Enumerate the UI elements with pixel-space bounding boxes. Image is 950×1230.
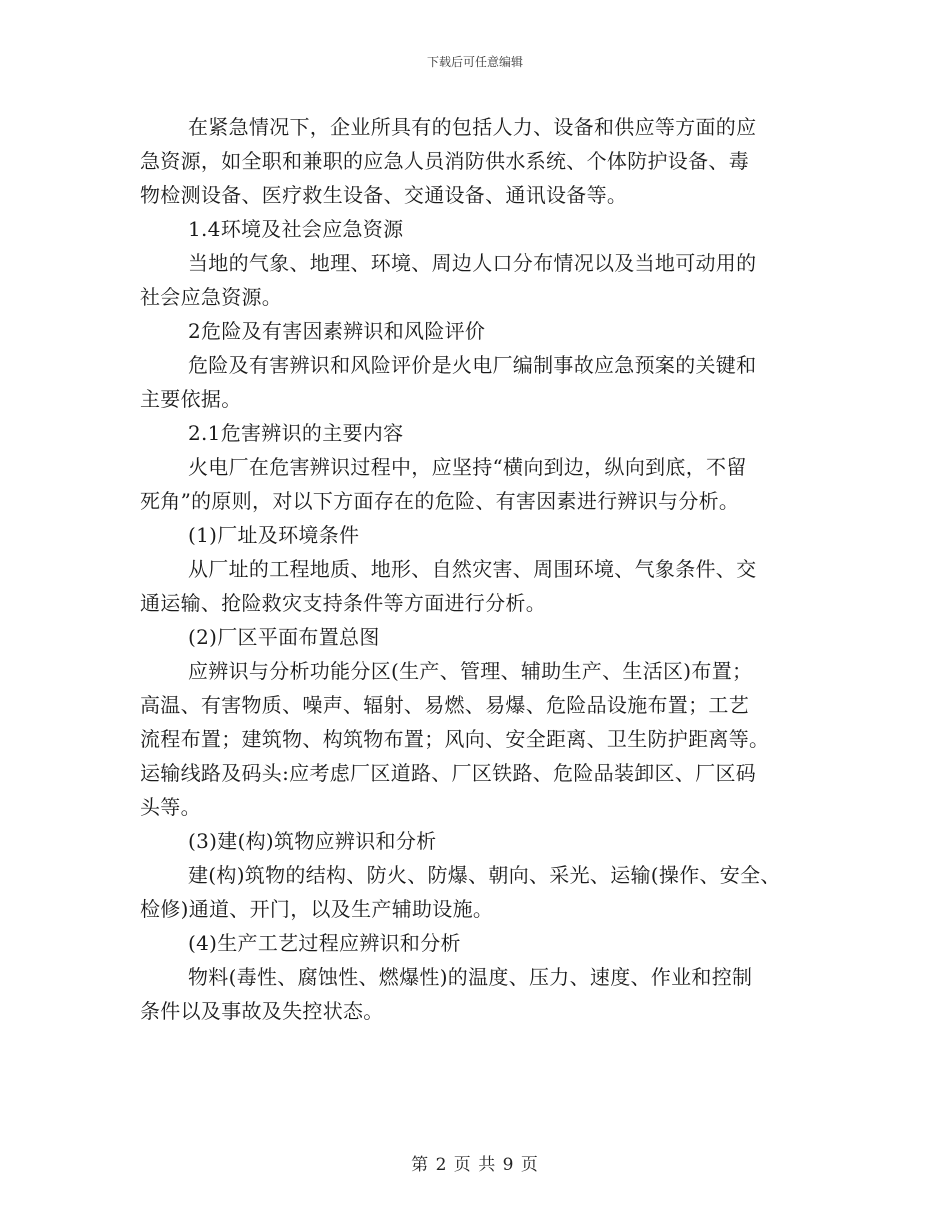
text-line: 死角”的原则，对以下方面存在的危险、有害因素进行辨识与分析。 (140, 489, 740, 513)
text-line: 2危险及有害因素辨识和风险评价 (188, 319, 486, 343)
text-line: 运输线路及码头:应考虑厂区道路、厂区铁路、危险品装卸区、厂区码 (140, 761, 757, 785)
document-body (140, 110, 830, 1028)
text-line: 从厂址的工程地质、地形、自然灾害、周围环境、气象条件、交 (188, 557, 757, 581)
text-line: 流程布置；建筑物、构筑物布置；风向、安全距离、卫生防护距离等。 (140, 727, 770, 751)
text-line: (2)厂区平面布置总图 (188, 625, 380, 649)
text-line: 在紧急情况下，企业所具有的包括人力、设备和供应等方面的应 (188, 115, 757, 139)
text-line: 1.4环境及社会应急资源 (188, 217, 404, 241)
text-line: (3)建(构)筑物应辨识和分析 (188, 829, 437, 853)
text-line: 火电厂在危害辨识过程中，应坚持“横向到边，纵向到底，不留 (188, 455, 747, 479)
text-line: 社会应急资源。 (140, 285, 283, 309)
text-line: 物料(毒性、腐蚀性、燃爆性)的温度、压力、速度、作业和控制 (188, 965, 753, 989)
text-line: 通运输、抢险救灾支持条件等方面进行分析。 (140, 591, 546, 615)
text-line: 检修)通道、开门，以及生产辅助设施。 (140, 897, 494, 921)
text-line: 当地的气象、地理、环境、周边人口分布情况以及当地可动用的 (188, 251, 757, 275)
text-line: 高温、有害物质、噪声、辐射、易燃、易爆、危险品设施布置；工艺 (140, 693, 749, 717)
text-line: 建(构)筑物的结构、防火、防爆、朝向、采光、运输(操作、安全、 (188, 863, 781, 887)
page-footer: 第 2 页 共 9 页 (411, 1155, 539, 1175)
text-line: 危险及有害辨识和风险评价是火电厂编制事故应急预案的关键和 (188, 353, 757, 377)
text-line: 2.1危害辨识的主要内容 (188, 421, 404, 445)
text-line: (1)厂址及环境条件 (188, 523, 360, 547)
text-line: 头等。 (140, 795, 201, 819)
text-line: (4)生产工艺过程应辨识和分析 (188, 931, 461, 955)
text-line: 急资源，如全职和兼职的应急人员消防供水系统、个体防护设备、毒 (140, 149, 749, 173)
text-line: 应辨识与分析功能分区(生产、管理、辅助生产、生活区)布置； (188, 659, 753, 683)
page-header: 下载后可任意编辑 (426, 55, 523, 69)
text-line: 主要依据。 (140, 387, 242, 411)
text-line: 物检测设备、医疗救生设备、交通设备、通讯设备等。 (140, 183, 628, 207)
text-line: 条件以及事故及失控状态。 (140, 999, 384, 1023)
